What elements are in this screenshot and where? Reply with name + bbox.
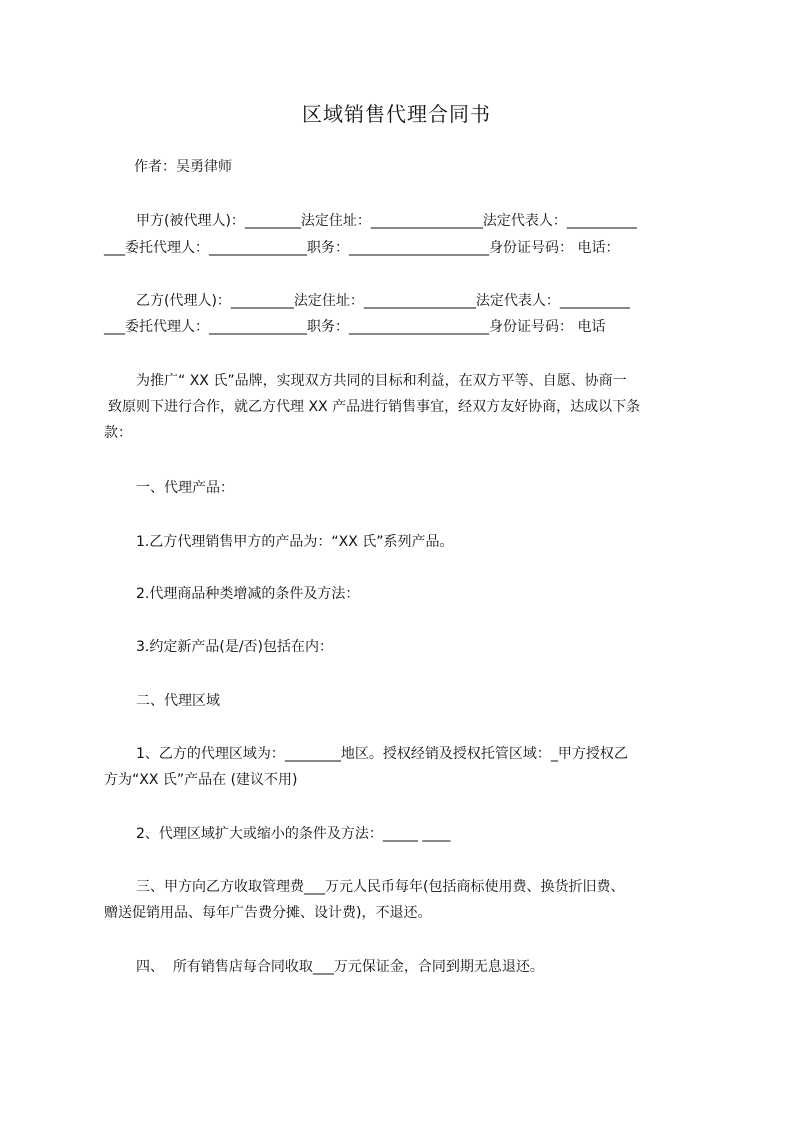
section-3-line-2: 赠送促销用品、每年广告费分摊、设计费)，不退还。 [104,905,432,921]
party-b-line-2: ___委托代理人：______________职务：____________________身份证号码： 电话 [104,319,606,335]
document-title: 区域销售代理合同书 [302,102,491,126]
author-line: 作者：吴勇律师 [134,159,232,175]
section-1-item-2: 2.代理商品种类增减的条件及方法： [136,586,360,602]
section-1-item-3: 3.约定新产品(是/否)包括在内： [136,639,333,655]
intro-line-1: 为推广“ XX 氏”品牌，实现双方共同的目标和利益，在双方平等、自愿、协商一 [136,373,627,389]
section-2-item-1-line-1: 1、乙方的代理区域为：________地区。授权经销及授权托管区域：_甲方授权乙 [136,746,628,762]
party-b-line-1: 乙方(代理人)：_________法定住址：________________法定代表人：__________ [136,293,630,309]
section-2-heading: 二、代理区域 [136,693,220,709]
party-a-line-2: ___委托代理人：______________职务：____________________身份证号码： 电话： [104,240,620,256]
party-a-line-1: 甲方(被代理人)：________法定住址：________________法定代表人：__________ [136,213,637,229]
section-1-heading: 一、代理产品： [136,480,234,496]
intro-line-2: 致原则下进行合作，就乙方代理 XX 产品进行销售事宜，经双方友好协商，达成以下条 [108,399,641,415]
intro-line-3: 款： [104,425,132,441]
section-4-line-1: 四、 所有销售店每合同收取___万元保证金，合同到期无息退还。 [136,959,544,975]
section-1-item-1: 1.乙方代理销售甲方的产品为：“XX 氏”系列产品。 [136,534,454,550]
section-2-item-2: 2、代理区域扩大或缩小的条件及方法：_____ ____ [136,826,451,842]
section-3-line-1: 三、甲方向乙方收取管理费___万元人民币每年(包括商标使用费、换货折旧费、 [136,879,625,895]
section-2-item-1-line-2: 方为“XX 氏”产品在 (建议不用) [104,772,298,788]
